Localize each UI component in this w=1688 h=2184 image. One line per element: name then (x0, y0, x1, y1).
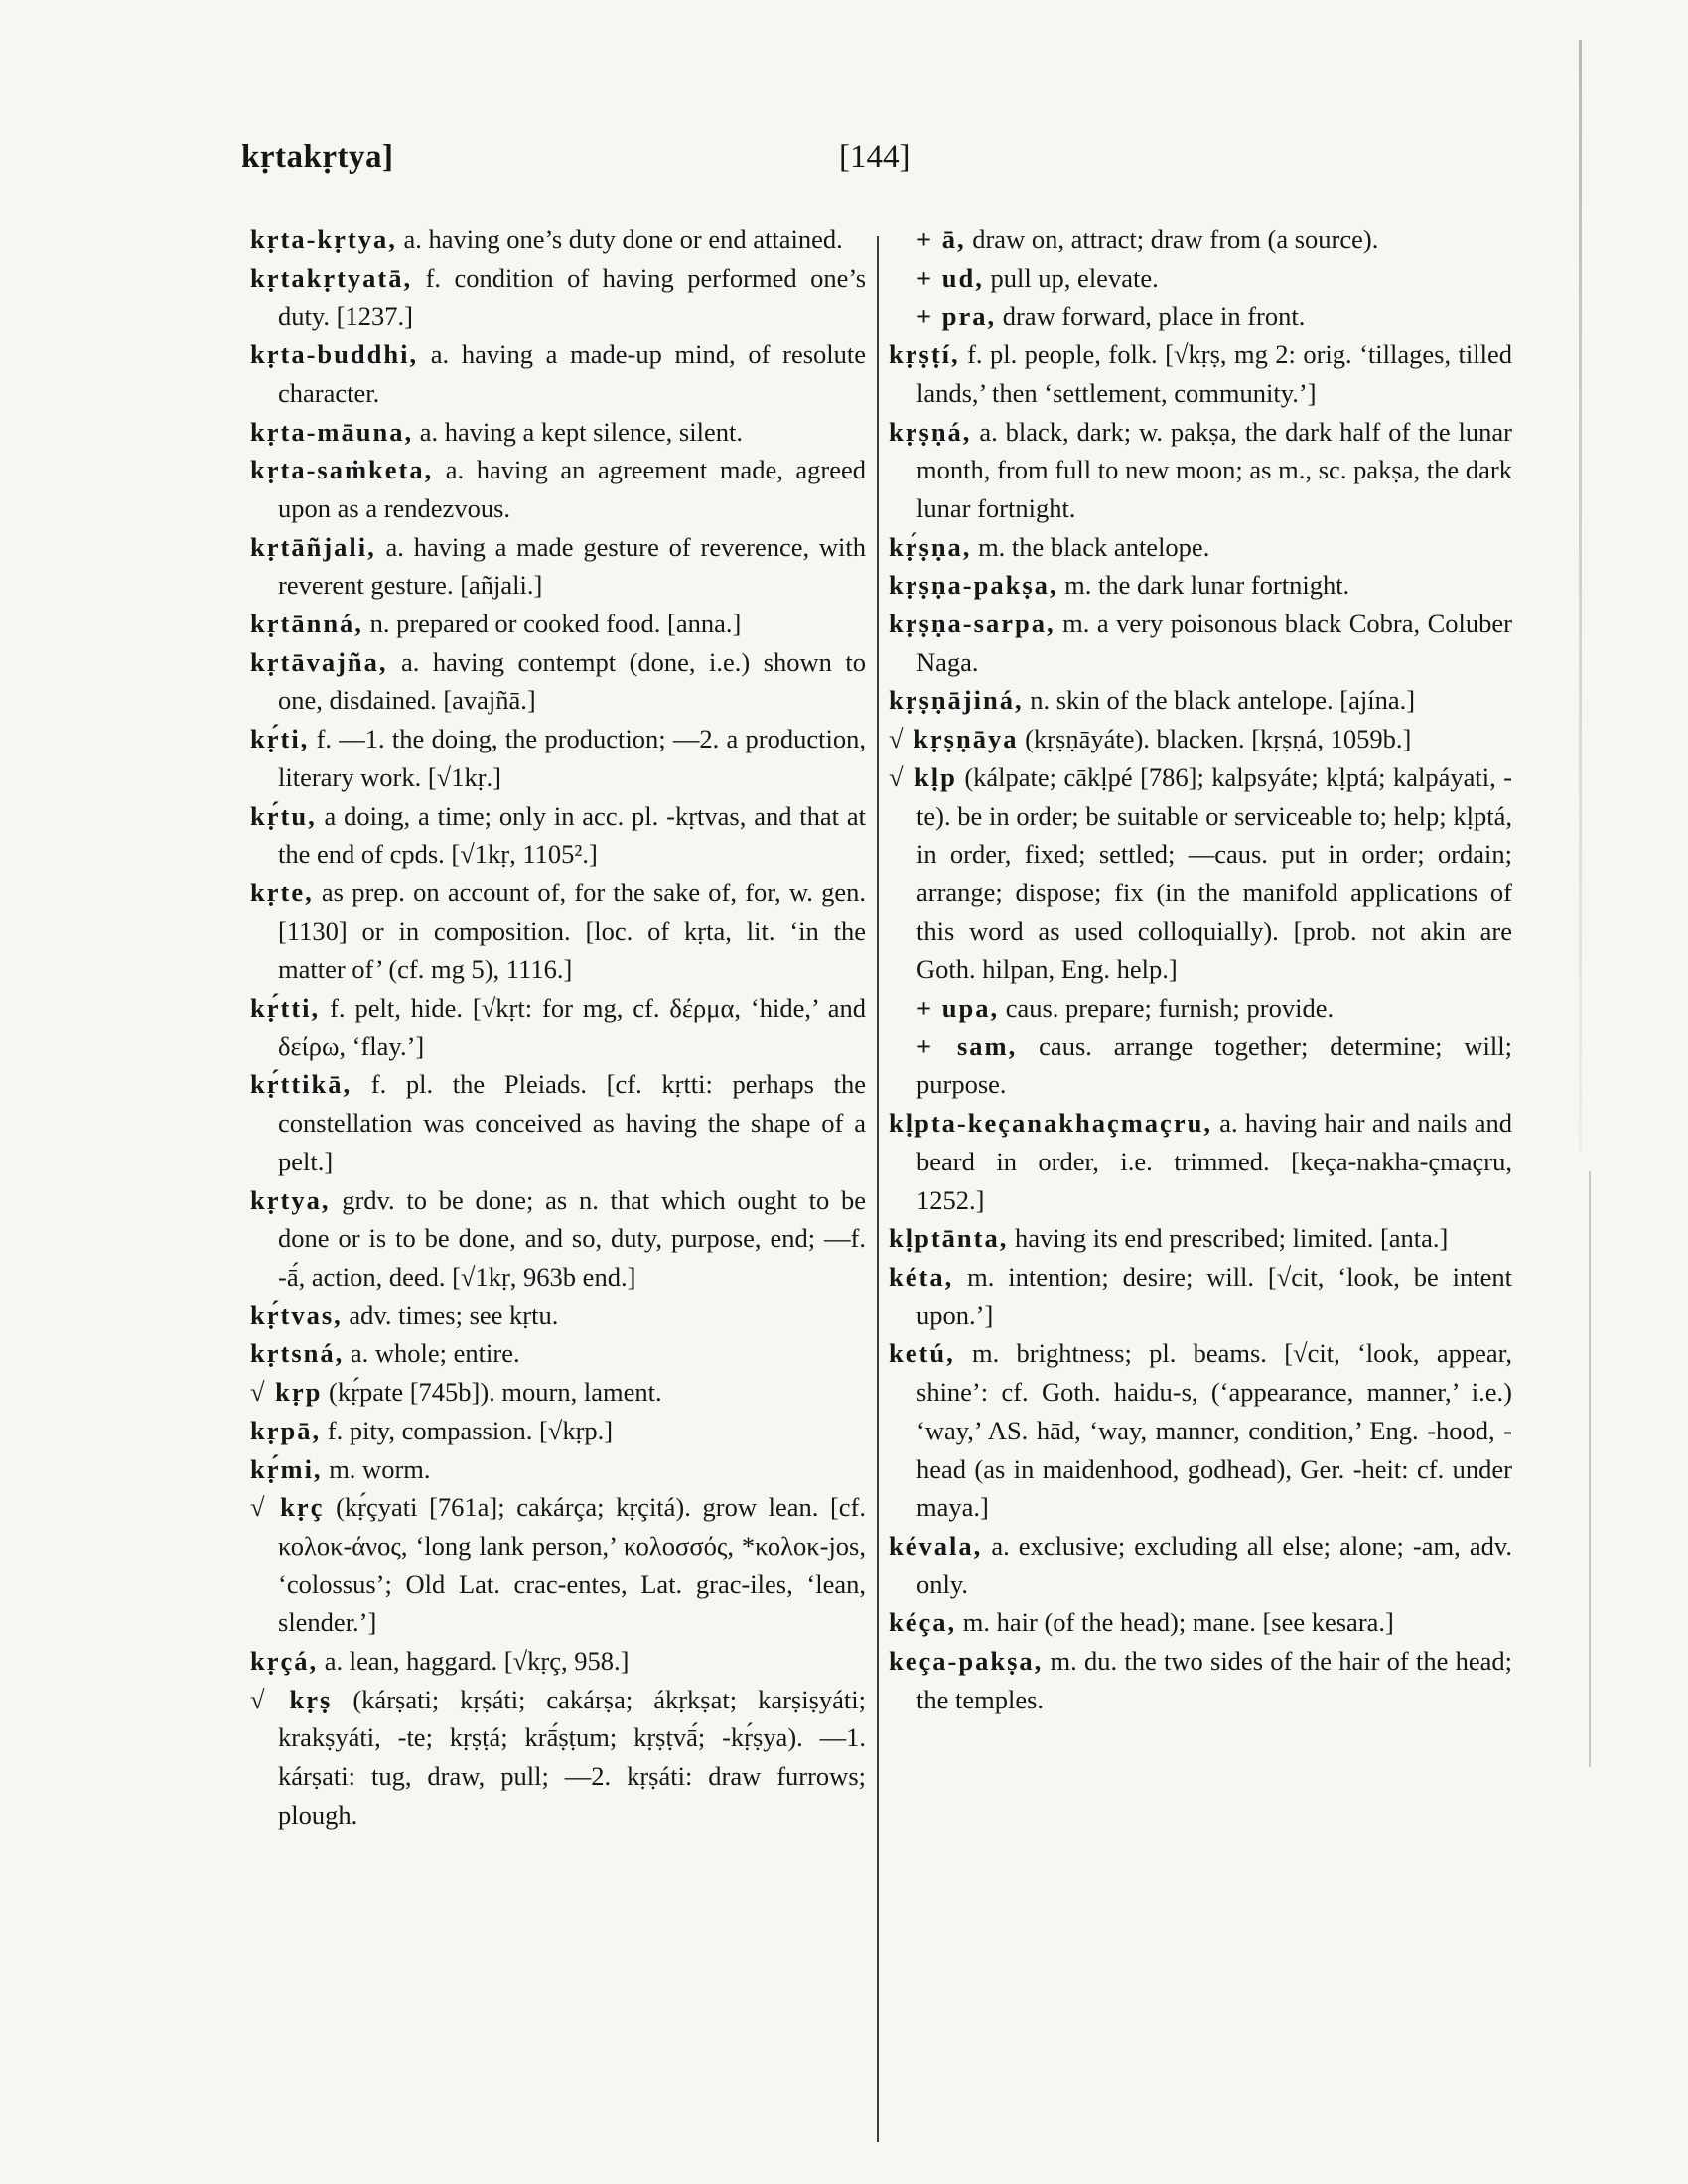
entry-definition: draw forward, place in front. (1002, 301, 1306, 332)
entry-headword: kṛta-māuna, (250, 416, 414, 447)
entry-definition: grdv. to be done; as n. that which ought to be done or is to be done, and so, duty, purpose, end; —f. -ā́, action, deed. [√1kṛ, 963b end.] (278, 1184, 867, 1292)
dictionary-entry (889, 336, 1512, 412)
entry-headword: + upa, (916, 993, 1000, 1024)
dictionary-entry (250, 1373, 866, 1412)
entry-definition: f. —1. the doing, the production; —2. a production, literary work. [√1kṛ.] (278, 724, 866, 792)
entry-definition: n. prepared or cooked food. [anna.] (369, 609, 742, 639)
dictionary-entry (250, 528, 866, 605)
dictionary-entry (250, 1450, 866, 1489)
dictionary-entry (250, 220, 866, 259)
entry-headword: kṛ́mi, (250, 1453, 323, 1484)
entry-headword: + ud, (916, 262, 984, 293)
entry-definition: (kárṣati; kṛṣáti; cakárṣa; ákṛkṣat; karṣiṣyáti; krakṣyáti, -te; kṛṣṭá; krā́ṣṭum; kṛṣṭvā́; -kṛ́ṣya). —1. kárṣati: tug, draw, pull; —2. kṛṣáti: draw furrows; plough. (278, 1684, 867, 1830)
dictionary-entry (889, 720, 1512, 758)
dictionary-entry (250, 1297, 866, 1335)
entry-definition: caus. arrange together; determine; will; purpose. (916, 1030, 1512, 1100)
entry-headword: √ kḷp (889, 761, 957, 792)
entry-definition: draw on, attract; draw from (a source). (972, 224, 1379, 254)
entry-headword: kṛṣṇa-pakṣa, (889, 570, 1058, 601)
entry-definition: having its end prescribed; limited. [anta.] (1014, 1223, 1449, 1254)
dictionary-entry (889, 1527, 1512, 1603)
entry-headword: kévala, (889, 1530, 983, 1561)
entry-headword: kṛtāñjali, (250, 531, 376, 562)
dictionary-entry (889, 566, 1512, 605)
entry-definition: as prep. on account of, for the sake of, for, w. gen. [1130] or in composition. [loc. of kṛta, lit. ‘in the matter of’ (cf. mg 5), 1116.] (278, 877, 866, 985)
entry-definition: a. having an agreement made, agreed upon as a rendezvous. (278, 455, 866, 523)
entry-headword: kṛpā, (250, 1415, 322, 1445)
entry-headword: kṛ́ttikā, (250, 1069, 352, 1100)
dictionary-entry (250, 989, 866, 1065)
sub-entry (889, 297, 1512, 336)
dictionary-entry (250, 1181, 866, 1297)
entry-definition: a. having contempt (done, i.e.) shown to one, disdained. [avajñā.] (278, 646, 866, 716)
dictionary-entry (889, 1219, 1512, 1258)
entry-headword: kḷpta-keçanakhaçmaçru, (889, 1108, 1212, 1139)
entry-definition: a doing, a time; only in acc. pl. -kṛtvas, and that at the end of cpds. [√1kṛ, 1105².] (278, 800, 866, 870)
entry-definition: a. lean, haggard. [√kṛç, 958.] (324, 1646, 630, 1677)
dictionary-entry (250, 1681, 866, 1835)
entry-definition: m. hair (of the head); mane. [see kesara.] (962, 1607, 1394, 1638)
dictionary-entry (250, 451, 866, 527)
entry-headword: kṛ́tti, (250, 993, 321, 1024)
dictionary-entry (889, 413, 1512, 528)
entry-definition: f. pl. the Pleiads. [cf. kṛtti: perhaps the constellation was conceived as having the shape of a pelt.] (278, 1069, 867, 1176)
entry-definition: adv. times; see kṛtu. (349, 1299, 559, 1330)
dictionary-entry (250, 605, 866, 643)
entry-definition: m. worm. (329, 1453, 431, 1484)
entry-definition: (kṛṣṇāyáte). blacken. [kṛṣṇá, 1059b.] (1025, 724, 1412, 754)
dictionary-entry (889, 1642, 1512, 1718)
entry-headword: √ kṛṣ (250, 1684, 333, 1714)
entry-headword: kṛ́tu, (250, 800, 317, 831)
entry-definition: a. black, dark; w. pakṣa, the dark half of the lunar month, from full to new moon; as m., sc. pakṣa, the dark lunar fortnight. (916, 416, 1512, 523)
entry-headword: + ā, (916, 224, 966, 254)
entry-headword: kṛ́tvas, (250, 1299, 343, 1330)
dictionary-entry (250, 720, 866, 796)
entry-definition: a. exclusive; excluding all else; alone; -am, adv. only. (916, 1530, 1512, 1599)
entry-headword: kḷptānta, (889, 1223, 1009, 1254)
dictionary-entry (250, 1488, 866, 1642)
left-column (250, 220, 866, 1835)
scan-edge-line (1589, 1171, 1591, 1767)
column-divider (877, 236, 879, 2142)
entry-definition: (kálpate; cākḷpé [786]; kalpsyáte; kḷptá; kalpáyati, -te). be in order; be suitable or serviceable to; help; kḷptá, in order, fixed; settled; —caus. put in order; ordain; arrange; dispose; fix (in the manifold applications of this word as used colloquially). [prob. not akin are Goth. hilpan, Eng. help.] (916, 761, 1513, 985)
entry-headword: kṛtakṛtyatā, (250, 262, 413, 293)
entry-headword: kṛtānná, (250, 609, 363, 639)
sub-entry (889, 1027, 1512, 1104)
dictionary-entry (889, 758, 1512, 989)
entry-headword: kṛṣṭí, (889, 340, 960, 370)
entry-definition: f. pity, compassion. [√kṛp.] (327, 1415, 614, 1445)
entry-definition: a. having a made gesture of reverence, with reverent gesture. [añjali.] (278, 531, 866, 601)
dictionary-entry (250, 1334, 866, 1373)
entry-definition: m. intention; desire; will. [√cit, ‘look, be intent upon.’] (916, 1261, 1512, 1330)
entry-headword: kṛ́ṣṇa, (889, 531, 972, 562)
sub-entry (889, 989, 1512, 1027)
entry-headword: kṛta-saṁketa, (250, 455, 434, 485)
right-column (889, 220, 1512, 1718)
entry-headword: √ kṛç (250, 1492, 325, 1523)
dictionary-entry (889, 1104, 1512, 1219)
entry-definition: n. skin of the black antelope. [ajína.] (1030, 685, 1416, 716)
entry-definition: m. a very poisonous black Cobra, Coluber Naga. (916, 609, 1512, 677)
entry-headword: kṛta-kṛtya, (250, 224, 397, 254)
entry-definition: pull up, elevate. (990, 262, 1159, 293)
entry-headword: keça-pakṣa, (889, 1646, 1044, 1677)
sub-entry (889, 220, 1512, 259)
entry-definition: a. having a kept silence, silent. (419, 416, 743, 447)
entry-headword: kéta, (889, 1261, 954, 1292)
entry-headword: √ kṛp (250, 1377, 323, 1408)
dictionary-entry (889, 605, 1512, 681)
dictionary-entry (250, 1642, 866, 1681)
entry-headword: kṛtya, (250, 1184, 331, 1215)
entry-definition: a. having one’s duty done or end attained. (403, 224, 843, 254)
page-number: [144] (839, 139, 911, 175)
dictionary-entry (250, 1412, 866, 1450)
dictionary-entry (250, 797, 866, 874)
entry-headword: + sam, (916, 1030, 1018, 1061)
entry-definition: a. having hair and nails and beard in order, i.e. trimmed. [keça-nakha-çmaçru, 1252.] (916, 1108, 1512, 1215)
entry-headword: kṛçá, (250, 1646, 319, 1677)
entry-definition: f. pelt, hide. [√kṛt: for mg, cf. δέρμα, ‘hide,’ and δείρω, ‘flay.’] (278, 993, 867, 1061)
entry-definition: f. condition of having performed one’s duty. [1237.] (278, 262, 867, 332)
entry-headword: kéça, (889, 1607, 957, 1638)
entry-headword: √ kṛṣṇāya (889, 724, 1019, 754)
entry-definition: caus. prepare; furnish; provide. (1005, 993, 1335, 1024)
entry-definition: a. whole; entire. (350, 1338, 520, 1369)
entry-headword: kṛte, (250, 877, 314, 907)
dictionary-entry (889, 1603, 1512, 1642)
dictionary-entry (889, 1334, 1512, 1527)
entry-definition: (kṛ́pate [745b]). mourn, lament. (329, 1377, 662, 1408)
dictionary-entry (889, 1258, 1512, 1334)
entry-definition: m. the black antelope. (978, 531, 1210, 562)
entry-headword: kṛṣṇājiná, (889, 685, 1024, 716)
running-head: kṛtakṛtya] (241, 139, 394, 175)
dictionary-entry (889, 681, 1512, 720)
dictionary-entry (250, 874, 866, 989)
dictionary-entry (250, 1065, 866, 1180)
scan-edge-line (1579, 40, 1582, 1152)
entry-headword: ketú, (889, 1338, 955, 1369)
entry-definition: m. brightness; pl. beams. [√cit, ‘look, appear, shine’: cf. Goth. haidu-s, (‘appearance, manner,’ i.e.) ‘way,’ AS. hād, ‘way, manner, condition,’ Eng. -hood, -head (as in maidenhood, godhead), Ger. -heit: cf. under maya.] (916, 1338, 1512, 1523)
sub-entry (889, 259, 1512, 298)
entry-definition: a. having a made-up mind, of resolute character. (278, 340, 867, 408)
entry-headword: kṛtāvajña, (250, 646, 388, 677)
entry-headword: kṛ́ti, (250, 724, 310, 754)
entry-definition: (kṛ́çyati [761a]; cakárça; kṛçitá). grow lean. [cf. κολοκ-άνος, ‘long lank person,’ κολοσσός, *κολοκ-jos, ‘colossus’; Old Lat. crac-entes, Lat. grac-iles, ‘lean, slender.’] (278, 1492, 867, 1638)
dictionary-entry (250, 643, 866, 720)
entry-headword: kṛta-buddhi, (250, 340, 419, 370)
entry-headword: kṛtsná, (250, 1338, 345, 1369)
entry-headword: + pra, (916, 301, 997, 332)
entry-definition: m. the dark lunar fortnight. (1064, 570, 1350, 601)
dictionary-entry (250, 336, 866, 412)
entry-headword: kṛṣṇá, (889, 416, 972, 447)
dictionary-entry (250, 413, 866, 452)
entry-definition: m. du. the two sides of the hair of the head; the temples. (916, 1646, 1512, 1714)
dictionary-entry (889, 528, 1512, 567)
entry-definition: f. pl. people, folk. [√kṛṣ, mg 2: orig. ‘tillages, tilled lands,’ then ‘settlement, community.’] (916, 340, 1512, 408)
dictionary-entry (250, 259, 866, 336)
entry-headword: kṛṣṇa-sarpa, (889, 609, 1055, 639)
